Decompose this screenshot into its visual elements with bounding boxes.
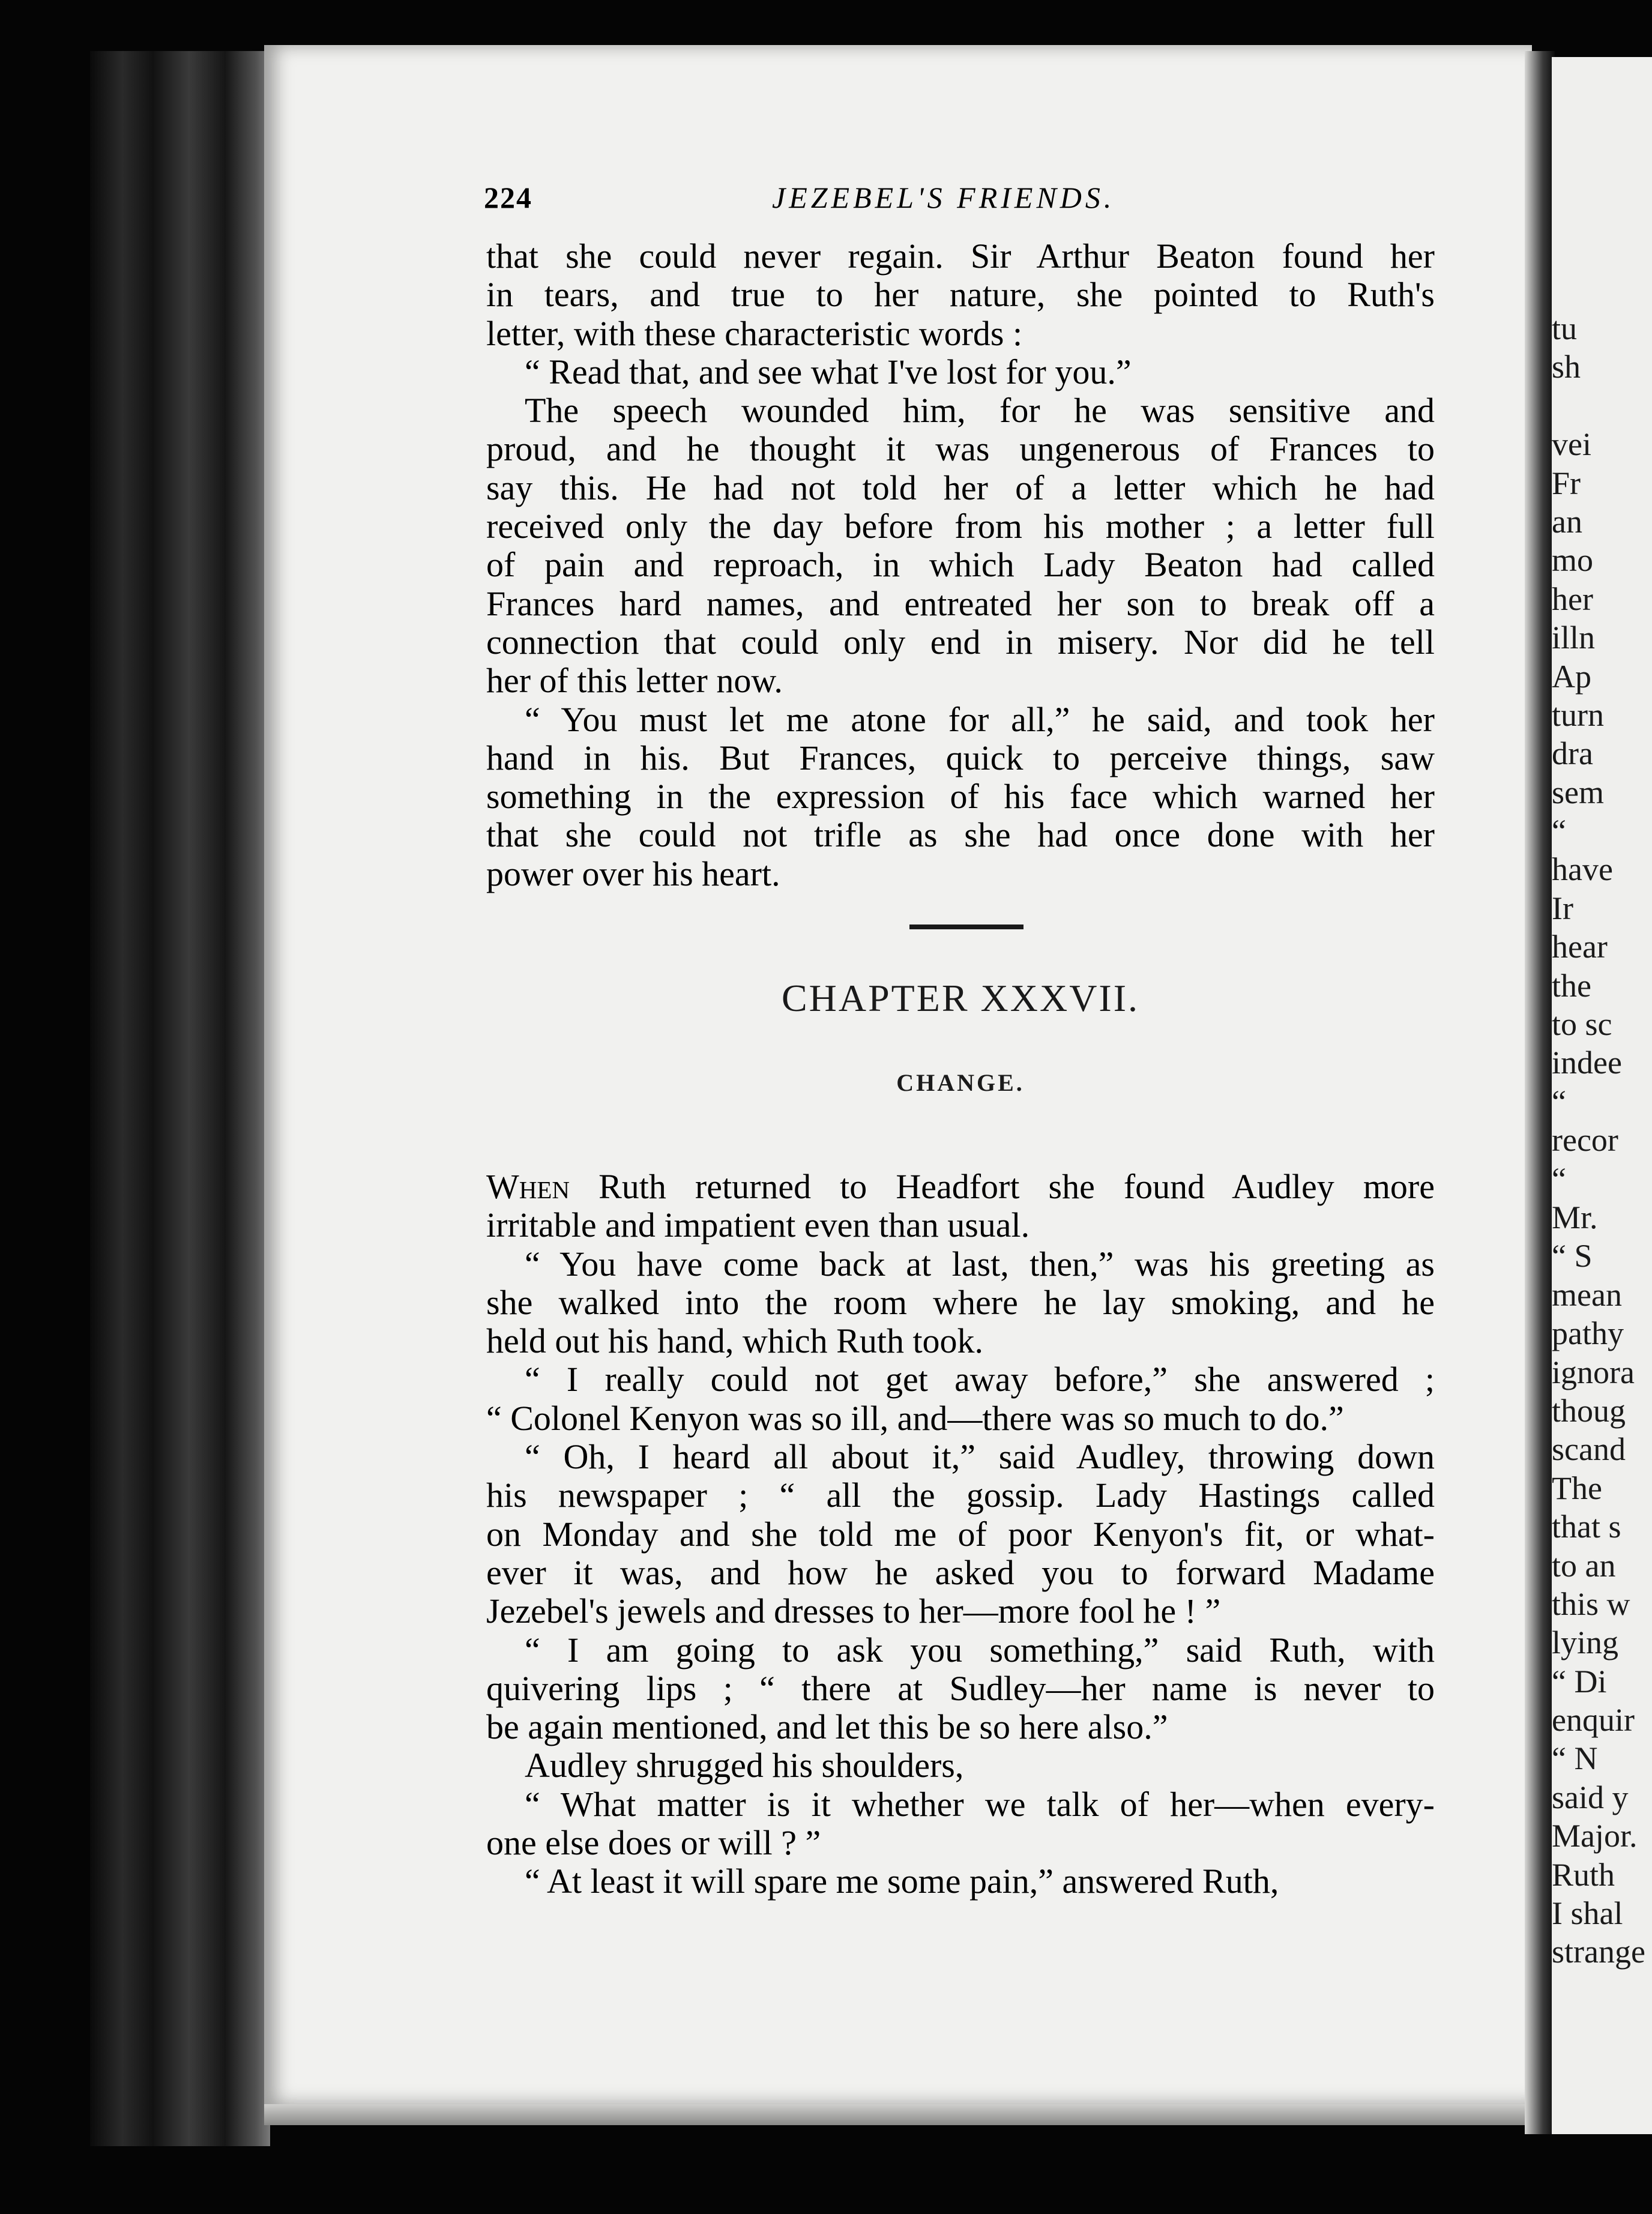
text-line: irritable and impatient even than usual. [486, 1205, 1030, 1245]
right-page-line: thoug [1552, 1392, 1626, 1429]
right-page-line: scand [1552, 1431, 1626, 1468]
right-page-line: mo [1552, 542, 1594, 579]
right-page-line: sh [1552, 349, 1581, 385]
text-line: connection that could only end in misery. Nor did he tell [486, 622, 1435, 662]
text-line: something in the expression of his face which warned her [486, 777, 1435, 816]
right-page-line: “ S [1552, 1238, 1593, 1274]
text-line: his newspaper ; “ all the gossip. Lady Hastings called [486, 1476, 1435, 1515]
text-line: “ You have come back at last, then,” was his greeting as [525, 1244, 1435, 1283]
right-page-line: Ruth [1552, 1856, 1615, 1893]
text-line: Audley shrugged his shoulders, [525, 1746, 964, 1785]
text-line: she walked into the room where he lay smoking, and he [486, 1282, 1435, 1322]
right-page-line: recor [1552, 1122, 1618, 1159]
text-line: received only the day before from his mother ; a letter full [486, 507, 1435, 546]
right-page-line: this w [1552, 1585, 1630, 1622]
text-line: one else does or will ? ” [486, 1823, 821, 1863]
text-line: “ I really could not get away before,” she answered ; [525, 1360, 1435, 1399]
text-line: power over his heart. [486, 854, 780, 893]
right-page-line: Mr. [1552, 1199, 1598, 1235]
right-page-line: enquir [1552, 1702, 1635, 1739]
text-line: hand in his. But Frances, quick to perceive things, saw [486, 738, 1435, 777]
page-edge [264, 2104, 1532, 2125]
right-page-line: “ N [1552, 1740, 1598, 1777]
right-page-line: Major. [1552, 1818, 1638, 1854]
text-line: Jezebel's jewels and dresses to her—more fool he ! ” [486, 1591, 1221, 1631]
right-page-line: strange [1552, 1934, 1645, 1970]
text-line: on Monday and she told me of poor Kenyon's fit, or what- [486, 1514, 1435, 1554]
right-page-line: “ [1552, 1083, 1566, 1120]
right-page-line: “ Di [1552, 1663, 1607, 1700]
right-page-line: vei [1552, 426, 1591, 463]
right-page-line: “ [1552, 813, 1566, 849]
right-page-line: “ [1552, 1160, 1566, 1197]
right-page-line: said y [1552, 1779, 1629, 1815]
right-page-line: Ap [1552, 658, 1591, 695]
right-page-line: to an [1552, 1547, 1616, 1584]
text-line: held out his hand, which Ruth took. [486, 1321, 984, 1361]
right-page-line: to sc [1552, 1006, 1612, 1043]
right-page-line: an [1552, 503, 1582, 540]
right-page-line: have [1552, 851, 1613, 888]
right-page-line: turn [1552, 696, 1604, 733]
opening-line-rest: Ruth returned to Headfort she found Audley more [570, 1167, 1435, 1206]
text-line: be again mentioned, and let this be so here also.” [486, 1707, 1168, 1747]
top-text-block [486, 237, 1435, 893]
section-divider [909, 925, 1023, 929]
right-page-line [1552, 387, 1652, 425]
right-page-line: tu [1552, 310, 1578, 346]
right-page-line: lying [1552, 1624, 1619, 1661]
text-line: quivering lips ; “ there at Sudley—her name is never to [486, 1668, 1435, 1708]
right-page-line: sem [1552, 774, 1604, 810]
text-line: “ I am going to ask you something,” said Ruth, with [525, 1630, 1435, 1670]
right-page-line: illn [1552, 620, 1596, 656]
right-page-text [1552, 309, 1652, 1971]
text-line: in tears, and true to her nature, she pointed to Ruth's [486, 275, 1435, 315]
text-line: “ Read that, and see what I've lost for you.” [525, 352, 1132, 391]
right-page-line: the [1552, 967, 1591, 1004]
text-line: “ Colonel Kenyon was so ill, and—there was so much to do.” [486, 1398, 1344, 1438]
right-page [1552, 57, 1652, 2134]
text-line: say this. He had not told her of a letter which he had [486, 468, 1435, 507]
page-gutter [1525, 51, 1555, 2134]
text-line: letter, with these characteristic words : [486, 313, 1023, 353]
running-header [484, 180, 1168, 222]
text-line: “ What matter is it whether we talk of her—when every- [525, 1784, 1435, 1824]
right-page-line: pathy [1552, 1315, 1624, 1352]
right-page-line: The [1552, 1470, 1602, 1506]
text-line: The speech wounded him, for he was sensitive and [525, 391, 1435, 430]
text-line: her of this letter now. [486, 661, 783, 701]
right-page-line: her [1552, 581, 1593, 617]
text-line: that she could not trifle as she had once done with her [486, 815, 1435, 855]
text-line: of pain and reproach, in which Lady Beaton had called [486, 545, 1435, 585]
right-page-line: hear [1552, 929, 1608, 965]
right-page-line: Fr [1552, 465, 1581, 501]
text-line: Frances hard names, and entreated her son to break off a [486, 584, 1435, 623]
book-spine [90, 51, 270, 2146]
right-page-line: I shal [1552, 1895, 1623, 1932]
right-page-line: mean [1552, 1276, 1622, 1313]
drop-word: When [486, 1167, 570, 1206]
right-page-line: dra [1552, 735, 1593, 772]
page-number: 224 [484, 181, 532, 214]
running-title: JEZEBEL'S FRIENDS. [772, 181, 1115, 214]
chapter-heading: CHAPTER XXXVII. [781, 977, 1140, 1019]
chapter-opening-line [486, 1168, 1435, 1206]
chapter-text-block [486, 1168, 1435, 1901]
right-page-line: ignora [1552, 1354, 1635, 1390]
right-page-line: that s [1552, 1509, 1621, 1545]
text-line: “ Oh, I heard all about it,” said Audley, throwing down [525, 1437, 1435, 1477]
text-line: proud, and he thought it was ungenerous of Frances to [486, 429, 1435, 469]
text-line: ever it was, and how he asked you to forward Madame [486, 1552, 1435, 1592]
text-line: “ At least it will spare me some pain,” answered Ruth, [525, 1862, 1279, 1901]
right-page-line: Ir [1552, 890, 1573, 926]
text-line: that she could never regain. Sir Arthur Beaton found her [486, 237, 1435, 276]
chapter-subtitle: CHANGE. [896, 1069, 1025, 1096]
text-line: “ You must let me atone for all,” he said, and took her [525, 699, 1435, 739]
right-page-line: indee [1552, 1045, 1622, 1081]
